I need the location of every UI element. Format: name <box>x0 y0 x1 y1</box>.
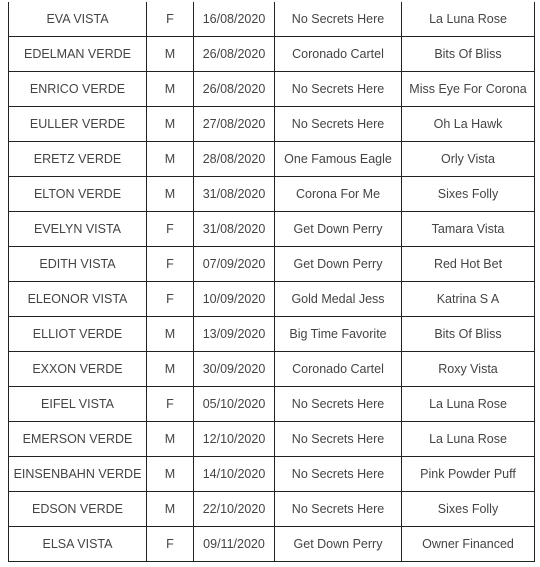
sire-cell: No Secrets Here <box>275 2 402 37</box>
horse-name-cell: ENRICO VERDE <box>9 72 147 107</box>
horse-name-cell: ELTON VERDE <box>9 177 147 212</box>
table-row <box>9 212 535 247</box>
foals-table-container <box>8 2 535 562</box>
horse-name-cell: ELSA VISTA <box>9 527 147 562</box>
birth-date-cell: 28/08/2020 <box>194 142 275 177</box>
birth-date-cell: 22/10/2020 <box>194 492 275 527</box>
table-row <box>9 352 535 387</box>
dam-cell: Red Hot Bet <box>402 247 535 282</box>
birth-date-cell: 14/10/2020 <box>194 457 275 492</box>
dam-cell: Tamara Vista <box>402 212 535 247</box>
dam-cell: Sixes Folly <box>402 492 535 527</box>
dam-cell: Pink Powder Puff <box>402 457 535 492</box>
horse-name-cell: EMERSON VERDE <box>9 422 147 457</box>
sex-cell: F <box>147 247 194 282</box>
sex-cell: M <box>147 142 194 177</box>
birth-date-cell: 31/08/2020 <box>194 177 275 212</box>
dam-cell: Oh La Hawk <box>402 107 535 142</box>
sire-cell: No Secrets Here <box>275 457 402 492</box>
dam-cell: La Luna Rose <box>402 2 535 37</box>
table-row <box>9 492 535 527</box>
birth-date-cell: 12/10/2020 <box>194 422 275 457</box>
table-row <box>9 317 535 352</box>
sire-cell: Corona For Me <box>275 177 402 212</box>
sex-cell: M <box>147 352 194 387</box>
dam-cell: Owner Financed <box>402 527 535 562</box>
sex-cell: M <box>147 317 194 352</box>
horse-name-cell: EINSENBAHN VERDE <box>9 457 147 492</box>
birth-date-cell: 09/11/2020 <box>194 527 275 562</box>
sire-cell: No Secrets Here <box>275 492 402 527</box>
dam-cell: La Luna Rose <box>402 422 535 457</box>
foals-table-body <box>9 2 535 562</box>
sex-cell: M <box>147 422 194 457</box>
horse-name-cell: EDELMAN VERDE <box>9 37 147 72</box>
sex-cell: M <box>147 37 194 72</box>
table-row <box>9 177 535 212</box>
sire-cell: No Secrets Here <box>275 72 402 107</box>
sex-cell: M <box>147 72 194 107</box>
dam-cell: Katrina S A <box>402 282 535 317</box>
sire-cell: Gold Medal Jess <box>275 282 402 317</box>
sex-cell: M <box>147 457 194 492</box>
horse-name-cell: ELEONOR VISTA <box>9 282 147 317</box>
sex-cell: M <box>147 177 194 212</box>
sex-cell: M <box>147 107 194 142</box>
sire-cell: One Famous Eagle <box>275 142 402 177</box>
table-row <box>9 422 535 457</box>
table-row <box>9 527 535 562</box>
birth-date-cell: 30/09/2020 <box>194 352 275 387</box>
table-row <box>9 282 535 317</box>
sire-cell: No Secrets Here <box>275 387 402 422</box>
birth-date-cell: 26/08/2020 <box>194 72 275 107</box>
sire-cell: Coronado Cartel <box>275 37 402 72</box>
birth-date-cell: 07/09/2020 <box>194 247 275 282</box>
sire-cell: No Secrets Here <box>275 107 402 142</box>
sire-cell: Get Down Perry <box>275 212 402 247</box>
dam-cell: Bits Of Bliss <box>402 37 535 72</box>
sex-cell: F <box>147 282 194 317</box>
sex-cell: F <box>147 527 194 562</box>
dam-cell: Roxy Vista <box>402 352 535 387</box>
dam-cell: Bits Of Bliss <box>402 317 535 352</box>
horse-name-cell: EIFEL VISTA <box>9 387 147 422</box>
foals-table <box>8 2 535 562</box>
birth-date-cell: 27/08/2020 <box>194 107 275 142</box>
sire-cell: Coronado Cartel <box>275 352 402 387</box>
birth-date-cell: 16/08/2020 <box>194 2 275 37</box>
birth-date-cell: 05/10/2020 <box>194 387 275 422</box>
table-row <box>9 387 535 422</box>
dam-cell: Sixes Folly <box>402 177 535 212</box>
dam-cell: Orly Vista <box>402 142 535 177</box>
table-row <box>9 37 535 72</box>
birth-date-cell: 13/09/2020 <box>194 317 275 352</box>
sire-cell: Big Time Favorite <box>275 317 402 352</box>
horse-name-cell: EDITH VISTA <box>9 247 147 282</box>
birth-date-cell: 10/09/2020 <box>194 282 275 317</box>
sex-cell: F <box>147 387 194 422</box>
birth-date-cell: 26/08/2020 <box>194 37 275 72</box>
table-row <box>9 72 535 107</box>
table-row <box>9 2 535 37</box>
table-row <box>9 142 535 177</box>
horse-name-cell: ELLIOT VERDE <box>9 317 147 352</box>
sire-cell: No Secrets Here <box>275 422 402 457</box>
sire-cell: Get Down Perry <box>275 527 402 562</box>
dam-cell: La Luna Rose <box>402 387 535 422</box>
horse-name-cell: EXXON VERDE <box>9 352 147 387</box>
dam-cell: Miss Eye For Corona <box>402 72 535 107</box>
horse-name-cell: ERETZ VERDE <box>9 142 147 177</box>
sire-cell: Get Down Perry <box>275 247 402 282</box>
table-row <box>9 457 535 492</box>
table-row <box>9 107 535 142</box>
sex-cell: F <box>147 212 194 247</box>
horse-name-cell: EVA VISTA <box>9 2 147 37</box>
sex-cell: M <box>147 492 194 527</box>
table-row <box>9 247 535 282</box>
birth-date-cell: 31/08/2020 <box>194 212 275 247</box>
horse-name-cell: EVELYN VISTA <box>9 212 147 247</box>
sex-cell: F <box>147 2 194 37</box>
horse-name-cell: EDSON VERDE <box>9 492 147 527</box>
horse-name-cell: EULLER VERDE <box>9 107 147 142</box>
